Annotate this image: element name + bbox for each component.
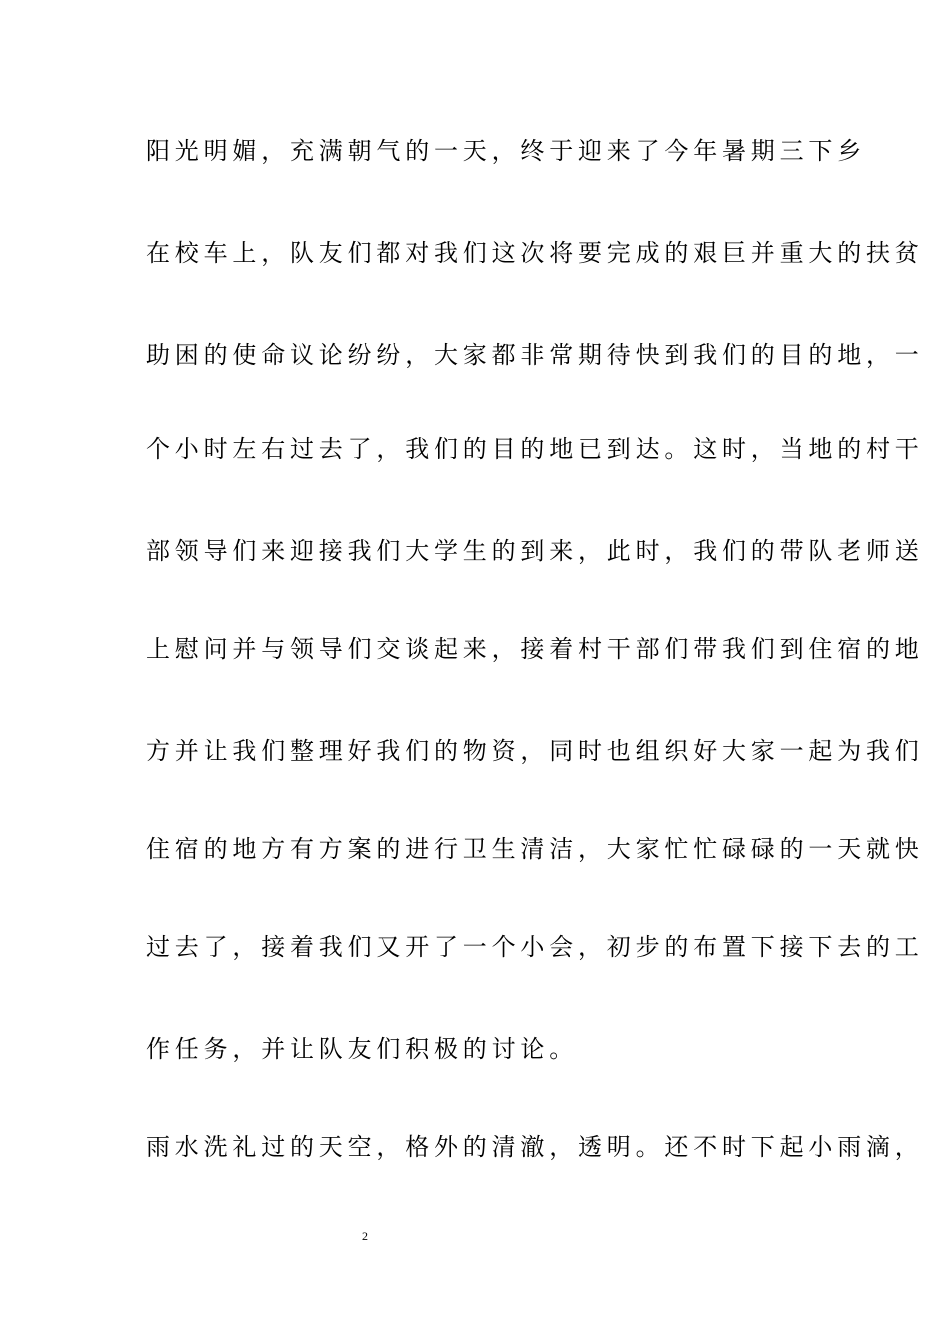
paragraph-line: 雨水洗礼过的天空，格外的清澈，透明。还不时下起小雨滴，	[146, 1133, 924, 1161]
paragraph-line: 在校车上，队友们都对我们这次将要完成的艰巨并重大的扶贫	[146, 239, 924, 267]
paragraph-line: 个小时左右过去了，我们的目的地已到达。这时，当地的村干	[146, 435, 924, 463]
paragraph-line: 助困的使命议论纷纷，大家都非常期待快到我们的目的地，一	[146, 341, 924, 369]
paragraph-line: 阳光明媚，充满朝气的一天，终于迎来了今年暑期三下乡	[146, 137, 866, 165]
paragraph-line: 过去了，接着我们又开了一个小会，初步的布置下接下去的工	[146, 933, 924, 961]
paragraph-line: 作任务，并让队友们积极的讨论。	[146, 1035, 578, 1063]
paragraph-line: 住宿的地方有方案的进行卫生清洁，大家忙忙碌碌的一天就快	[146, 835, 924, 863]
paragraph-line: 方并让我们整理好我们的物资，同时也组织好大家一起为我们	[146, 737, 924, 765]
page-number: 2	[362, 1229, 368, 1243]
paragraph-line: 部领导们来迎接我们大学生的到来，此时，我们的带队老师送	[146, 537, 924, 565]
paragraph-line: 上慰问并与领导们交谈起来，接着村干部们带我们到住宿的地	[146, 635, 924, 663]
